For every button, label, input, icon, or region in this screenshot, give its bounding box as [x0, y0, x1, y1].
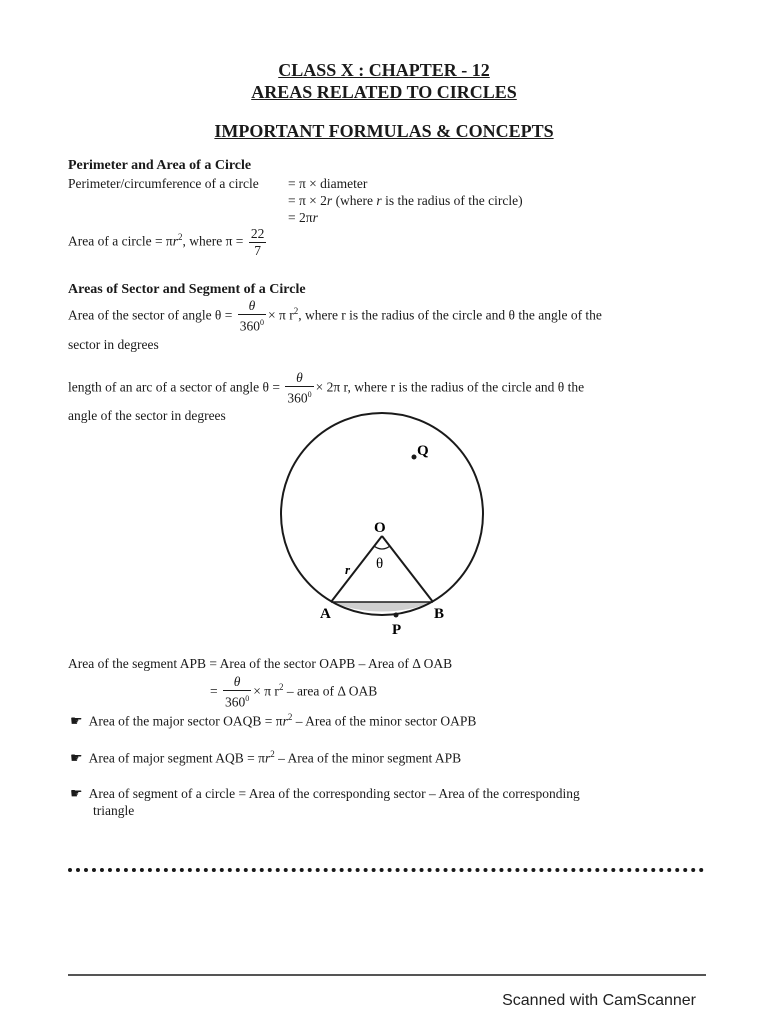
arc-length-line2: angle of the sector in degrees: [68, 408, 226, 423]
sector-area-line2: sector in degrees: [68, 337, 159, 352]
perimeter-eq1: = π × diameter: [288, 176, 368, 191]
label-Q: Q: [417, 443, 429, 459]
pointing-hand-icon: ☛: [70, 787, 83, 802]
chapter-subtitle: AREAS RELATED TO CIRCLES: [251, 82, 517, 102]
segment-area-formula-line2: = $\frac{\theta}{360^0}$ × π $r^2$ – area of Δ OAB: [210, 674, 378, 710]
heading-perimeter-area: Perimeter and Area of a Circle: [68, 158, 252, 173]
point-Q: [412, 455, 417, 460]
dotted-separator: [68, 868, 704, 872]
label-A: A: [320, 606, 331, 622]
label-B: B: [434, 606, 445, 622]
segment-area-formula: Area of the segment APB = Area of the sector OAPB – Area of Δ OAB: [68, 656, 453, 671]
angle-arc: [374, 546, 390, 549]
perimeter-eq2: = π × 2r (where r is the radius of the circle): [288, 193, 523, 208]
heading-sector-segment: Areas of Sector and Segment of a Circle: [68, 282, 306, 297]
label-O: O: [374, 520, 386, 536]
section-title: IMPORTANT FORMULAS & CONCEPTS: [214, 121, 554, 141]
scanner-watermark: Scanned with CamScanner: [502, 992, 696, 1009]
bullet-major-segment: ☛ Area of major segment AQB = $\pi r^2$ – Area of the minor segment APB: [70, 749, 462, 767]
chapter-title: CLASS X : CHAPTER - 12: [278, 60, 490, 80]
point-P: [394, 613, 399, 618]
perimeter-label: Perimeter/circumference of a circle: [68, 176, 259, 191]
arc-length-formula: length of an arc of a sector of angle θ = $\frac{\theta}{360^0}$ × 2π r, where r is the radius of the circle and θ the: [68, 370, 585, 406]
bullet-segment-circle: ☛ Area of segment of a circle = Area of the corresponding sector – Area of the corresponding: [70, 786, 580, 802]
label-P: P: [392, 622, 402, 638]
label-r: r: [345, 562, 351, 577]
sector-area-formula: Area of the sector of angle θ = $\frac{\theta}{360^0}$ × π $r^2$, where r is the radius of the circle and θ the angle of the: [68, 298, 602, 334]
bullet-segment-circle-line2: triangle: [93, 803, 135, 818]
bullet-major-sector: ☛ Area of the major sector OAQB = $\pi r^2$ – Area of the minor sector OAPB: [70, 712, 477, 730]
perimeter-eq3: = 2πr: [288, 210, 318, 225]
minor-segment-shading: [331, 602, 433, 612]
area-circle-formula: Area of a circle = $\pi r^2$, where π = $\frac{22}{7}$: [68, 226, 265, 258]
label-theta: θ: [376, 556, 384, 572]
circle-outline: [281, 413, 483, 615]
pi-fraction: $\frac{22}{7}$: [250, 226, 265, 258]
pointing-hand-icon: ☛: [70, 714, 83, 730]
pointing-hand-icon: ☛: [70, 751, 83, 767]
footer-rule: [68, 974, 706, 976]
